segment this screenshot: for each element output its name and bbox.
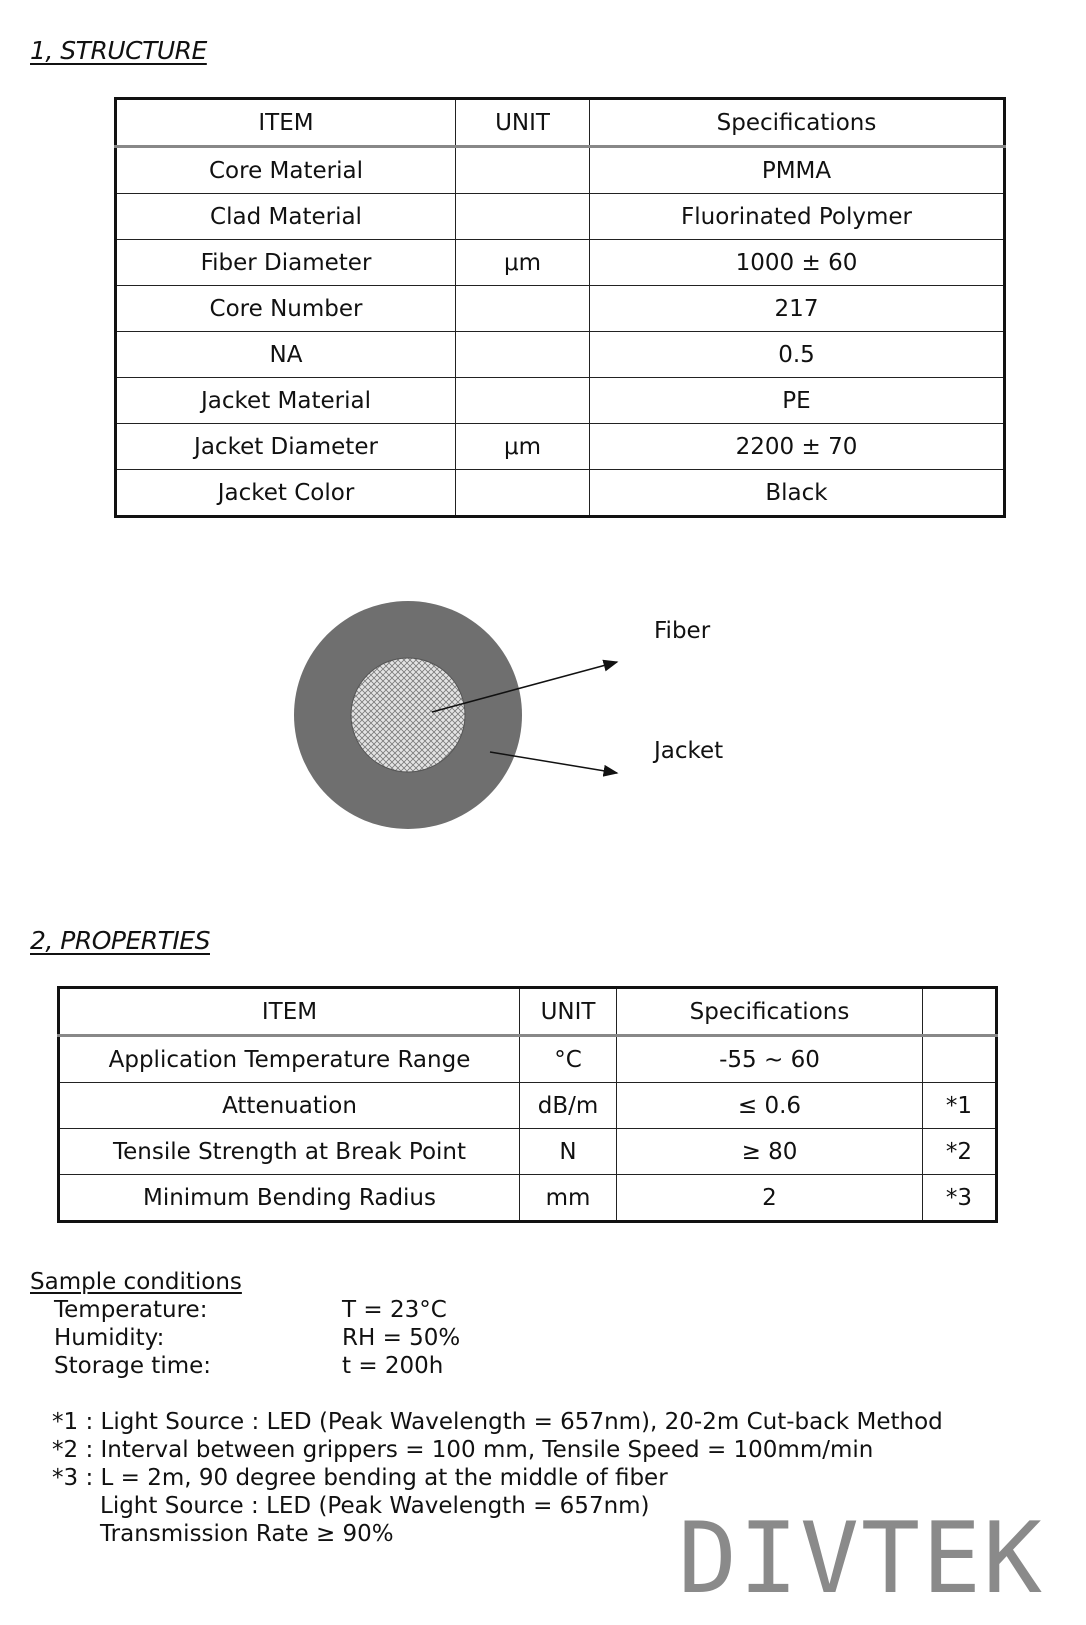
table-row xyxy=(59,1083,997,1129)
spec-cell: Fluorinated Polymer xyxy=(590,194,1005,240)
spec-cell: 1000 ± 60 xyxy=(590,240,1005,286)
footnote-3-light-source: Light Source : LED (Peak Wavelength = 657nm) xyxy=(100,1493,650,1519)
item-cell: Attenuation xyxy=(59,1083,520,1129)
note-ref-cell: *1 xyxy=(923,1083,997,1129)
unit-cell xyxy=(456,470,590,517)
condition-value: t = 200h xyxy=(342,1353,444,1379)
table-row xyxy=(116,147,1005,194)
spec-cell: -55 ~ 60 xyxy=(617,1036,923,1083)
item-cell: Clad Material xyxy=(116,194,456,240)
unit-cell: μm xyxy=(456,240,590,286)
table-row xyxy=(59,1036,997,1083)
fiber-label: Fiber xyxy=(654,618,711,644)
unit-cell xyxy=(456,147,590,194)
table-row xyxy=(59,1175,997,1222)
table-row xyxy=(59,1129,997,1175)
column-header-item: ITEM xyxy=(59,988,520,1036)
column-header-note xyxy=(923,988,997,1036)
item-cell: Core Number xyxy=(116,286,456,332)
spec-cell: PMMA xyxy=(590,147,1005,194)
unit-cell: dB/m xyxy=(520,1083,617,1129)
unit-cell xyxy=(456,194,590,240)
footnote-3: *3 : L = 2m, 90 degree bending at the middle of fiber xyxy=(52,1465,668,1491)
condition-label: Temperature: xyxy=(54,1297,208,1323)
sample-conditions xyxy=(30,1268,460,1380)
condition-row xyxy=(30,1324,460,1352)
spec-cell: PE xyxy=(590,378,1005,424)
table-row xyxy=(116,378,1005,424)
footnote-2: *2 : Interval between grippers = 100 mm, Tensile Speed = 100mm/min xyxy=(52,1437,874,1463)
unit-cell xyxy=(456,332,590,378)
unit-cell: mm xyxy=(520,1175,617,1222)
spec-cell: 2 xyxy=(617,1175,923,1222)
jacket-label: Jacket xyxy=(654,738,724,764)
watermark: DIVTEK xyxy=(678,1502,1045,1616)
item-cell: Minimum Bending Radius xyxy=(59,1175,520,1222)
sample-conditions-title: Sample conditions xyxy=(30,1269,242,1295)
item-cell: Jacket Color xyxy=(116,470,456,517)
item-cell: NA xyxy=(116,332,456,378)
spec-cell: 217 xyxy=(590,286,1005,332)
properties-table xyxy=(57,986,998,1223)
column-header-item: ITEM xyxy=(116,99,456,147)
fiber-cross-section-diagram xyxy=(290,600,650,830)
footnote-1: *1 : Light Source : LED (Peak Wavelength = 657nm), 20-2m Cut-back Method xyxy=(52,1409,943,1435)
unit-cell xyxy=(456,286,590,332)
structure-heading: 1, STRUCTURE xyxy=(30,36,207,65)
item-cell: Application Temperature Range xyxy=(59,1036,520,1083)
unit-cell: N xyxy=(520,1129,617,1175)
table-row xyxy=(116,332,1005,378)
fiber-circle xyxy=(351,658,465,772)
spec-cell: 2200 ± 70 xyxy=(590,424,1005,470)
spec-cell: 0.5 xyxy=(590,332,1005,378)
table-row xyxy=(116,286,1005,332)
column-header-unit: UNIT xyxy=(520,988,617,1036)
column-header-unit: UNIT xyxy=(456,99,590,147)
item-cell: Core Material xyxy=(116,147,456,194)
table-row xyxy=(116,470,1005,517)
footnote-3-transmission: Transmission Rate ≥ 90% xyxy=(100,1521,394,1547)
spec-cell: ≤ 0.6 xyxy=(617,1083,923,1129)
structure-table xyxy=(114,97,1006,518)
unit-cell: μm xyxy=(456,424,590,470)
condition-row xyxy=(30,1352,460,1380)
table-row xyxy=(116,424,1005,470)
column-header-specifications: Specifications xyxy=(590,99,1005,147)
item-cell: Tensile Strength at Break Point xyxy=(59,1129,520,1175)
item-cell: Fiber Diameter xyxy=(116,240,456,286)
condition-label: Humidity: xyxy=(54,1325,165,1351)
table-row xyxy=(116,194,1005,240)
condition-label: Storage time: xyxy=(54,1353,212,1379)
condition-value: RH = 50% xyxy=(342,1325,461,1351)
table-header-row xyxy=(116,99,1005,147)
table-header-row xyxy=(59,988,997,1036)
item-cell: Jacket Diameter xyxy=(116,424,456,470)
note-ref-cell xyxy=(923,1036,997,1083)
condition-value: T = 23°C xyxy=(342,1297,447,1323)
item-cell: Jacket Material xyxy=(116,378,456,424)
column-header-specifications: Specifications xyxy=(617,988,923,1036)
spec-cell: Black xyxy=(590,470,1005,517)
note-ref-cell: *3 xyxy=(923,1175,997,1222)
table-row xyxy=(116,240,1005,286)
condition-row xyxy=(30,1296,460,1324)
unit-cell: °C xyxy=(520,1036,617,1083)
properties-heading: 2, PROPERTIES xyxy=(30,926,210,955)
note-ref-cell: *2 xyxy=(923,1129,997,1175)
unit-cell xyxy=(456,378,590,424)
spec-cell: ≥ 80 xyxy=(617,1129,923,1175)
